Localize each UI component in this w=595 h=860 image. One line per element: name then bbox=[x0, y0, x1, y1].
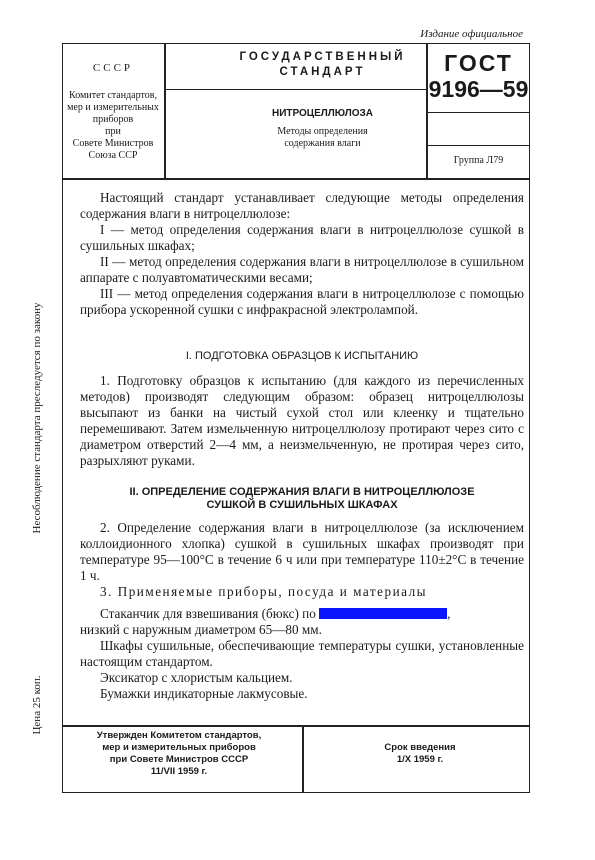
subtitle-line: содержания влаги bbox=[284, 138, 361, 149]
committee-line: Союза ССР bbox=[88, 150, 138, 161]
header-committee bbox=[63, 90, 163, 162]
legal-notice-vertical: Несоблюдение стандарта преследуется по закону bbox=[31, 302, 43, 534]
approval-line: при Совете Министров СССР bbox=[109, 754, 249, 765]
section-2-heading-line: СУШКОЙ В СУШИЛЬНЫХ ШКАФАХ bbox=[206, 499, 398, 511]
header-divider-gost bbox=[426, 112, 530, 113]
subtitle-line: Методы определения bbox=[277, 126, 368, 137]
intro-block bbox=[80, 190, 524, 318]
intro-method-3: III — метод определения содержания влаги в нитроцеллюлозе с помощью прибора ускоренной сушки с инфракрасной электролампой. bbox=[80, 286, 524, 317]
intro-method-1: I — метод определения содержания влаги в нитроцеллюлозе сушкой в сушильных шкафах; bbox=[80, 222, 524, 253]
price-vertical: Цена 25 коп. bbox=[31, 675, 43, 735]
committee-line: мер и измерительных bbox=[67, 102, 159, 113]
group-label: Группа Л79 bbox=[453, 155, 504, 166]
paragraph-3: 3. Применяемые приборы, посуда и материалы bbox=[100, 584, 428, 599]
committee-line: Совете Министров bbox=[72, 138, 154, 149]
header-ussr: СССР bbox=[92, 62, 134, 74]
gost-designation bbox=[427, 50, 530, 102]
section-2-heading bbox=[80, 486, 524, 512]
paragraph-7: Бумажки индикаторные лакмусовые. bbox=[100, 686, 308, 701]
footer-top-rule bbox=[62, 725, 530, 727]
document-title: НИТРОЦЕЛЛЮЛОЗА bbox=[271, 108, 374, 119]
footer-divider bbox=[302, 725, 304, 793]
header-divider-group bbox=[426, 145, 530, 146]
state-standard-line: ГОСУДАРСТВЕННЫЙ bbox=[239, 51, 406, 63]
approval-block bbox=[70, 730, 288, 778]
document-subtitle bbox=[220, 126, 425, 150]
paragraph-1: 1. Подготовку образцов к испытанию (для каждого из перечисленных методов) производят следующим образом: образец нитроцеллюлозы высыпают из банки на чистый сухой стол или клеенку и тщательно перемешивают. Затем измельченную нитроцеллюлозу протирают через сито с диаметром отверстий 2—4 мм, а неизмельченную, не протирая через сито, разрыхляют руками. bbox=[80, 373, 524, 468]
paragraph-5: Шкафы сушильные, обеспечивающие температуры сушки, установленные настоящим стандартом. bbox=[80, 638, 524, 669]
header-divider-title bbox=[164, 89, 426, 90]
redaction-bar bbox=[319, 608, 447, 619]
section-2-body bbox=[80, 520, 524, 702]
committee-line: приборов bbox=[92, 114, 134, 125]
effective-line: Срок введения bbox=[384, 742, 456, 753]
approval-line: мер и измерительных приборов bbox=[102, 742, 256, 753]
paragraph-4 bbox=[80, 606, 524, 622]
paragraph-6: Эксикатор с хлористым кальцием. bbox=[100, 670, 293, 685]
effective-line: 1/X 1959 г. bbox=[396, 754, 444, 765]
intro-paragraph: Настоящий стандарт устанавливает следующие методы определения содержания влаги в нитроцеллюлозе: bbox=[80, 190, 524, 221]
edition-label: Издание официальное bbox=[420, 28, 523, 40]
approval-line: 11/VII 1959 г. bbox=[150, 766, 208, 777]
paragraph-4-continuation: низкий с наружным диаметром 65—80 мм. bbox=[80, 622, 322, 637]
gost-label: ГОСТ bbox=[444, 50, 513, 76]
paragraph-4-end: , bbox=[447, 606, 451, 621]
approval-line: Утвержден Комитетом стандартов, bbox=[96, 730, 262, 741]
state-standard-label bbox=[220, 50, 425, 80]
header-divider-left bbox=[164, 43, 166, 178]
header-bottom-rule bbox=[62, 178, 530, 180]
section-2-heading-line: II. ОПРЕДЕЛЕНИЕ СОДЕРЖАНИЯ ВЛАГИ В НИТРОЦЕЛЛЮЛОЗЕ bbox=[129, 486, 475, 498]
committee-line: Комитет стандартов, bbox=[69, 90, 157, 101]
paragraph-4-start: Стаканчик для взвешивания (бюкс) по bbox=[100, 606, 316, 621]
intro-method-2: II — метод определения содержания влаги в нитроцеллюлозе в сушильном аппарате с полуавтоматическими весами; bbox=[80, 254, 524, 285]
gost-number: 9196—59 bbox=[428, 76, 529, 102]
committee-line: при bbox=[105, 126, 121, 137]
section-1-heading: I. ПОДГОТОВКА ОБРАЗЦОВ К ИСПЫТАНИЮ bbox=[185, 350, 419, 362]
paragraph-2: 2. Определение содержания влаги в нитроцеллюлозе (за исключением коллоидионного хлопка) сушкой в сушильных шкафах производят при температуре 95—100°С в течение 6 ч или при температуре 110±2°С в течение 1 ч. bbox=[80, 520, 524, 583]
section-1-body bbox=[80, 373, 524, 469]
state-standard-line: СТАНДАРТ bbox=[279, 66, 366, 78]
effective-date-block bbox=[340, 742, 500, 766]
